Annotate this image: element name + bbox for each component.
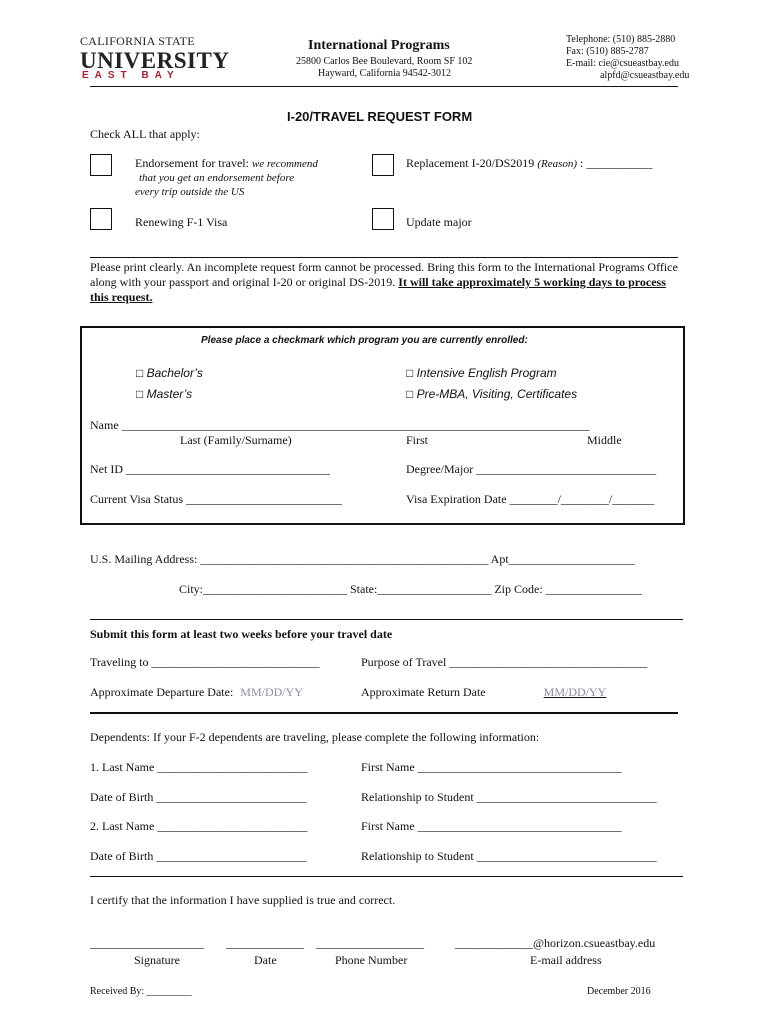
contact-email1: E-mail: cie@csueastbay.edu xyxy=(566,58,679,69)
update-major-checkbox[interactable] xyxy=(372,208,394,230)
dependent2-last-name[interactable]: 2. Last Name _________________________ xyxy=(90,819,308,833)
replacement-blank[interactable]: : ___________ xyxy=(577,156,653,170)
name-field[interactable]: Name ______________________________________________________________________________ xyxy=(90,418,590,432)
phone-label: Phone Number xyxy=(335,953,408,967)
check-all-label: Check ALL that apply: xyxy=(90,127,200,141)
net-id-field[interactable]: Net ID __________________________________ xyxy=(90,462,330,476)
signature-field[interactable]: ___________________ xyxy=(90,936,204,950)
form-title: I-20/TRAVEL REQUEST FORM xyxy=(287,109,473,124)
contact-fax: Fax: (510) 885-2787 xyxy=(566,46,649,57)
options-divider xyxy=(90,257,678,258)
contact-telephone: Telephone: (510) 885-2880 xyxy=(566,34,676,45)
departure-date-input[interactable]: MM/DD/YY xyxy=(240,685,303,699)
endorsement-note2: that you get an endorsement before xyxy=(139,172,295,184)
purpose-field[interactable]: Purpose of Travel _________________________________ xyxy=(361,655,648,669)
departure-row xyxy=(90,685,303,700)
intensive-english-option[interactable]: □ Intensive English Program xyxy=(406,366,557,380)
bachelors-option[interactable]: □ Bachelor’s xyxy=(136,366,203,380)
renewing-label: Renewing F-1 Visa xyxy=(135,215,228,229)
office-address1: 25800 Carlos Bee Boulevard, Room SF 102 xyxy=(296,56,473,67)
logo-line2: UNIVERSITY xyxy=(80,48,230,73)
middle-name-label: Middle xyxy=(587,433,622,447)
instructions-emphasis: It will take approximately 5 working days to process this request. xyxy=(90,275,666,304)
dependent1-dob[interactable]: Date of Birth _________________________ xyxy=(90,790,307,804)
city-state-zip-field[interactable]: City:________________________ State:___________________ Zip Code: ________________ xyxy=(179,582,642,596)
traveling-to-field[interactable]: Traveling to ____________________________ xyxy=(90,655,320,669)
visa-expiration-field[interactable]: Visa Expiration Date ________/________/_______ xyxy=(406,492,655,506)
first-name-label: First xyxy=(406,433,429,447)
program-heading: Please place a checkmark which program you are currently enrolled: xyxy=(201,335,528,346)
masters-option[interactable]: □ Master’s xyxy=(136,387,193,401)
replacement-row xyxy=(406,156,652,171)
instructions-text: Please print clearly. An incomplete request form cannot be processed. Bring this form to the International Programs Office along with your passport and original I-20 or original DS-2019. xyxy=(90,260,678,289)
replacement-checkbox[interactable] xyxy=(372,154,394,176)
dependent1-relationship[interactable]: Relationship to Student ______________________________ xyxy=(361,790,657,804)
date-label: Date xyxy=(254,953,277,967)
renewing-checkbox[interactable] xyxy=(90,208,112,230)
email-field[interactable]: _____________@horizon.csueastbay.edu xyxy=(455,936,656,950)
header-divider xyxy=(90,86,678,87)
certify-statement: I certify that the information I have supplied is true and correct. xyxy=(90,893,396,907)
logo-line1: CALIFORNIA STATE xyxy=(80,34,195,48)
footer-date: December 2016 xyxy=(587,986,651,997)
signature-label: Signature xyxy=(134,953,180,967)
travel-divider xyxy=(90,712,678,714)
replacement-reason: (Reason) xyxy=(537,158,578,170)
dependent2-relationship[interactable]: Relationship to Student ______________________________ xyxy=(361,849,657,863)
mailing-divider xyxy=(90,619,683,620)
degree-major-field[interactable]: Degree/Major ______________________________ xyxy=(406,462,657,476)
endorsement-note1: we recommend xyxy=(251,158,318,170)
dependent2-first-name[interactable]: First Name __________________________________ xyxy=(361,819,622,833)
dependent1-first-name[interactable]: First Name __________________________________ xyxy=(361,760,622,774)
office-address2: Hayward, California 94542-3012 xyxy=(318,68,452,79)
last-name-label: Last (Family/Surname) xyxy=(180,433,292,447)
contact-email2: alpfd@csueastbay.edu xyxy=(600,70,690,81)
return-label: Approximate Return Date xyxy=(361,685,486,699)
endorsement-label: Endorsement for travel: xyxy=(135,156,249,170)
phone-field[interactable]: __________________ xyxy=(316,936,424,950)
dependent2-dob[interactable]: Date of Birth _________________________ xyxy=(90,849,307,863)
visa-status-field[interactable]: Current Visa Status __________________________ xyxy=(90,492,343,506)
office-name: International Programs xyxy=(308,38,450,53)
return-date-input[interactable]: MM/DD/YY xyxy=(543,685,607,699)
received-by[interactable]: Received By: _________ xyxy=(90,986,192,997)
submit-note: Submit this form at least two weeks before your travel date xyxy=(90,627,393,641)
date-field[interactable]: _____________ xyxy=(226,936,304,950)
dependents-intro: Dependents: If your F-2 dependents are traveling, please complete the following information: xyxy=(90,730,540,744)
endorsement-row xyxy=(135,156,318,171)
replacement-label: Replacement I-20/DS2019 xyxy=(406,156,535,170)
logo-line3: EAST BAY xyxy=(82,70,180,81)
email-label: E-mail address xyxy=(530,953,602,967)
instructions-paragraph xyxy=(90,260,680,305)
premba-option[interactable]: □ Pre-MBA, Visiting, Certificates xyxy=(406,387,578,401)
mailing-address-field[interactable]: U.S. Mailing Address: ________________________________________________ Apt_____________________ xyxy=(90,552,635,566)
departure-label: Approximate Departure Date: xyxy=(90,685,234,699)
endorsement-checkbox[interactable] xyxy=(90,154,112,176)
endorsement-note3: every trip outside the US xyxy=(135,186,245,198)
update-major-label: Update major xyxy=(406,215,472,229)
dependent1-last-name[interactable]: 1. Last Name _________________________ xyxy=(90,760,308,774)
dependents-divider xyxy=(90,876,683,877)
